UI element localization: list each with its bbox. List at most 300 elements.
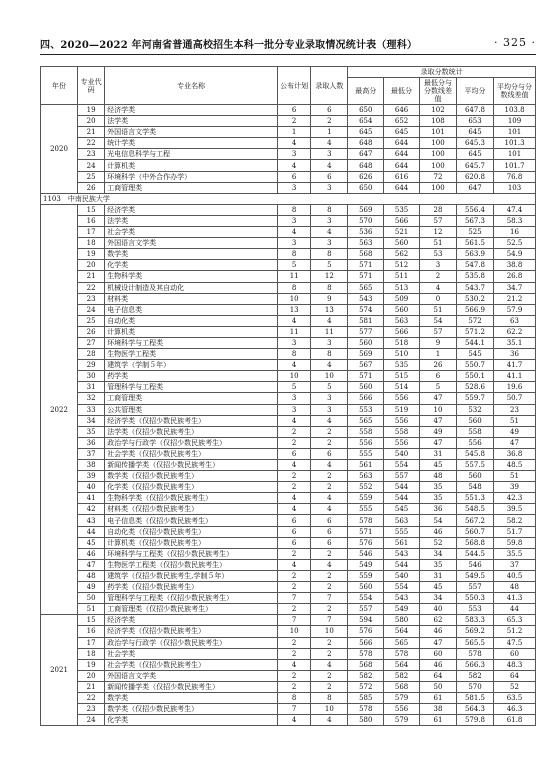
admit-cell: 5	[311, 382, 348, 393]
minline-cell: 2	[419, 271, 456, 282]
minline-cell: 100	[419, 160, 456, 171]
plan-cell: 4	[278, 659, 311, 670]
code-cell: 31	[78, 382, 105, 393]
max-cell: 585	[348, 692, 384, 703]
code-cell: 51	[78, 604, 105, 615]
plan-cell: 4	[278, 360, 311, 371]
minline-cell: 45	[419, 582, 456, 593]
admit-cell: 4	[311, 493, 348, 504]
avg-cell: 578	[456, 648, 493, 659]
avgline-cell: 101.7	[494, 160, 536, 171]
admit-cell: 2	[311, 670, 348, 681]
admit-cell: 2	[311, 681, 348, 692]
plan-cell: 7	[278, 615, 311, 626]
plan-cell: 10	[278, 626, 311, 637]
header-minline: 最低分与分数线差值	[419, 78, 456, 105]
minline-cell: 46	[419, 526, 456, 537]
avgline-cell: 101	[494, 127, 536, 138]
admit-cell: 2	[311, 604, 348, 615]
group-label: 1103 中南民族大学	[41, 193, 536, 204]
name-cell: 外国语言文学类	[105, 670, 278, 681]
min-cell: 535	[384, 204, 420, 215]
avgline-cell: 54.9	[494, 249, 536, 260]
table-row	[41, 404, 536, 415]
table-row	[41, 127, 536, 138]
avg-cell: 567.3	[456, 215, 493, 226]
name-cell: 社会学类（仅招少数民族考生）	[105, 448, 278, 459]
avg-cell: 557.5	[456, 460, 493, 471]
name-cell: 生物科学类	[105, 271, 278, 282]
avg-cell: 571.2	[456, 326, 493, 337]
avgline-cell: 101	[494, 149, 536, 160]
avg-cell: 558	[456, 426, 493, 437]
name-cell: 化学类	[105, 260, 278, 271]
code-cell: 28	[78, 349, 105, 360]
max-cell: 569	[348, 349, 384, 360]
admit-cell: 13	[311, 304, 348, 315]
plan-cell: 2	[278, 548, 311, 559]
avg-cell: 566.9	[456, 304, 493, 315]
avgline-cell: 35.1	[494, 337, 536, 348]
max-cell: 560	[348, 337, 384, 348]
table-row	[41, 704, 536, 715]
plan-cell: 1	[278, 127, 311, 138]
admission-table	[40, 66, 536, 726]
code-cell: 25	[78, 171, 105, 182]
min-cell: 644	[384, 138, 420, 149]
avgline-cell: 26.8	[494, 271, 536, 282]
page-title: 四、2020—2022 年河南省普通高校招生本科一批分专业录取情况统计表（理科）	[40, 40, 418, 51]
min-cell: 564	[384, 626, 420, 637]
name-cell: 经济学类（仅招少数民族考生）	[105, 415, 278, 426]
minline-cell: 31	[419, 570, 456, 581]
avg-cell: 569.2	[456, 626, 493, 637]
plan-cell: 4	[278, 415, 311, 426]
min-cell: 544	[384, 559, 420, 570]
avgline-cell: 36.8	[494, 448, 536, 459]
code-cell: 48	[78, 570, 105, 581]
avgline-cell: 51	[494, 415, 536, 426]
plan-cell: 4	[278, 138, 311, 149]
plan-cell: 7	[278, 593, 311, 604]
plan-cell: 3	[278, 149, 311, 160]
table-row	[41, 526, 536, 537]
avgline-cell: 48.5	[494, 460, 536, 471]
min-cell: 564	[384, 659, 420, 670]
avgline-cell: 63.5	[494, 692, 536, 703]
avg-cell: 549.5	[456, 570, 493, 581]
min-cell: 578	[384, 648, 420, 659]
admit-cell: 4	[311, 160, 348, 171]
avgline-cell: 103	[494, 182, 536, 193]
plan-cell: 2	[278, 471, 311, 482]
plan-cell: 6	[278, 171, 311, 182]
table-row	[41, 426, 536, 437]
max-cell: 650	[348, 105, 384, 116]
max-cell: 568	[348, 249, 384, 260]
name-cell: 经济学类（仅招少数民族考生）	[105, 626, 278, 637]
admit-cell: 3	[311, 182, 348, 193]
admit-cell: 8	[311, 204, 348, 215]
avg-cell: 563.9	[456, 249, 493, 260]
plan-cell: 4	[278, 493, 311, 504]
min-cell: 558	[384, 426, 420, 437]
admit-cell: 3	[311, 404, 348, 415]
code-cell: 22	[78, 282, 105, 293]
min-cell: 561	[384, 537, 420, 548]
code-cell: 42	[78, 504, 105, 515]
name-cell: 药学类	[105, 371, 278, 382]
max-cell: 570	[348, 215, 384, 226]
min-cell: 549	[384, 604, 420, 615]
min-cell: 540	[384, 570, 420, 581]
plan-cell: 3	[278, 238, 311, 249]
table-body	[41, 105, 536, 726]
code-cell: 22	[78, 138, 105, 149]
minline-cell: 35	[419, 482, 456, 493]
header-rule	[40, 54, 536, 55]
avgline-cell: 52	[494, 681, 536, 692]
max-cell: 578	[348, 704, 384, 715]
code-cell: 33	[78, 404, 105, 415]
min-cell: 563	[384, 515, 420, 526]
avgline-cell: 42.3	[494, 493, 536, 504]
admit-cell: 8	[311, 692, 348, 703]
minline-cell: 26	[419, 360, 456, 371]
minline-cell: 102	[419, 105, 456, 116]
max-cell: 578	[348, 648, 384, 659]
max-cell: 574	[348, 304, 384, 315]
table-row	[41, 626, 536, 637]
min-cell: 644	[384, 160, 420, 171]
max-cell: 654	[348, 116, 384, 127]
max-cell: 571	[348, 371, 384, 382]
min-cell: 511	[384, 271, 420, 282]
name-cell: 经济学类	[105, 105, 278, 116]
group-row	[41, 193, 536, 204]
min-cell: 566	[384, 326, 420, 337]
avg-cell: 645.7	[456, 160, 493, 171]
header-avg: 平均分	[456, 78, 493, 105]
table-row	[41, 570, 536, 581]
code-cell: 43	[78, 515, 105, 526]
max-cell: 555	[348, 448, 384, 459]
table-row	[41, 515, 536, 526]
plan-cell: 8	[278, 249, 311, 260]
avg-cell: 556	[456, 437, 493, 448]
min-cell: 513	[384, 282, 420, 293]
avgline-cell: 39.5	[494, 504, 536, 515]
name-cell: 工商管理类	[105, 393, 278, 404]
header-score-group: 录取分数统计	[348, 67, 536, 78]
min-cell: 540	[384, 448, 420, 459]
name-cell: 数学类	[105, 692, 278, 703]
minline-cell: 61	[419, 715, 456, 726]
plan-cell: 2	[278, 648, 311, 659]
avg-cell: 564.3	[456, 704, 493, 715]
code-cell: 24	[78, 160, 105, 171]
minline-cell: 53	[419, 249, 456, 260]
name-cell: 材料类（仅招少数民族考生）	[105, 504, 278, 515]
plan-cell: 2	[278, 437, 311, 448]
table-row	[41, 182, 536, 193]
minline-cell: 51	[419, 304, 456, 315]
name-cell: 外国语言文学类	[105, 127, 278, 138]
table-row	[41, 460, 536, 471]
avg-cell: 559.7	[456, 393, 493, 404]
minline-cell: 100	[419, 182, 456, 193]
plan-cell: 3	[278, 337, 311, 348]
minline-cell: 46	[419, 626, 456, 637]
avg-cell: 560.7	[456, 526, 493, 537]
max-cell: 648	[348, 160, 384, 171]
max-cell: 556	[348, 437, 384, 448]
code-cell: 46	[78, 548, 105, 559]
header-avgline: 平均分与分数线差值	[494, 78, 536, 105]
plan-cell: 6	[278, 537, 311, 548]
min-cell: 544	[384, 493, 420, 504]
name-cell: 数学类（仅招少数民族考生）	[105, 471, 278, 482]
table-row	[41, 360, 536, 371]
avgline-cell: 51.2	[494, 626, 536, 637]
admit-cell: 4	[311, 138, 348, 149]
max-cell: 565	[348, 282, 384, 293]
plan-cell: 8	[278, 282, 311, 293]
table-header-row	[41, 67, 536, 78]
plan-cell: 4	[278, 315, 311, 326]
avg-cell: 583.3	[456, 615, 493, 626]
avgline-cell: 47.4	[494, 204, 536, 215]
min-cell: 556	[384, 437, 420, 448]
minline-cell: 61	[419, 692, 456, 703]
name-cell: 电子信息类	[105, 304, 278, 315]
minline-cell: 108	[419, 116, 456, 127]
avg-cell: 548	[456, 482, 493, 493]
code-cell: 16	[78, 215, 105, 226]
minline-cell: 51	[419, 238, 456, 249]
plan-cell: 13	[278, 304, 311, 315]
table-row	[41, 504, 536, 515]
admit-cell: 2	[311, 437, 348, 448]
avgline-cell: 41.1	[494, 371, 536, 382]
code-cell: 40	[78, 482, 105, 493]
plan-cell: 3	[278, 404, 311, 415]
avgline-cell: 40.5	[494, 570, 536, 581]
plan-cell: 3	[278, 182, 311, 193]
avg-cell: 570	[456, 681, 493, 692]
code-cell: 29	[78, 360, 105, 371]
plan-cell: 2	[278, 681, 311, 692]
plan-cell: 4	[278, 559, 311, 570]
avgline-cell: 48.3	[494, 659, 536, 670]
name-cell: 社会学类	[105, 227, 278, 238]
plan-cell: 2	[278, 482, 311, 493]
admit-cell: 7	[311, 593, 348, 604]
table-row	[41, 293, 536, 304]
name-cell: 建筑学（学制５年）	[105, 360, 278, 371]
code-cell: 19	[78, 249, 105, 260]
min-cell: 543	[384, 593, 420, 604]
table-row	[41, 393, 536, 404]
avgline-cell: 61.8	[494, 715, 536, 726]
plan-cell: 2	[278, 426, 311, 437]
year-cell: 2021	[41, 615, 78, 726]
min-cell: 644	[384, 182, 420, 193]
min-cell: 556	[384, 393, 420, 404]
code-cell: 22	[78, 692, 105, 703]
table-row	[41, 493, 536, 504]
plan-cell: 3	[278, 215, 311, 226]
code-cell: 38	[78, 460, 105, 471]
plan-cell: 6	[278, 105, 311, 116]
table-row	[41, 238, 536, 249]
code-cell: 21	[78, 127, 105, 138]
minline-cell: 101	[419, 127, 456, 138]
table-row	[41, 282, 536, 293]
name-cell: 法学类	[105, 116, 278, 127]
avg-cell: 551.3	[456, 493, 493, 504]
name-cell: 公共管理类	[105, 404, 278, 415]
admit-cell: 2	[311, 116, 348, 127]
max-cell: 648	[348, 138, 384, 149]
code-cell: 47	[78, 559, 105, 570]
code-cell: 25	[78, 315, 105, 326]
admit-cell: 6	[311, 537, 348, 548]
table-row	[41, 349, 536, 360]
plan-cell: 4	[278, 227, 311, 238]
name-cell: 计算机类（仅招少数民族考生）	[105, 537, 278, 548]
max-cell: 561	[348, 460, 384, 471]
plan-cell: 6	[278, 448, 311, 459]
name-cell: 法学类	[105, 215, 278, 226]
avgline-cell: 103.8	[494, 105, 536, 116]
code-cell: 39	[78, 471, 105, 482]
min-cell: 521	[384, 227, 420, 238]
admit-cell: 4	[311, 559, 348, 570]
name-cell: 计算机类	[105, 160, 278, 171]
code-cell: 19	[78, 659, 105, 670]
avg-cell: 579.8	[456, 715, 493, 726]
min-cell: 554	[384, 460, 420, 471]
table-row	[41, 371, 536, 382]
min-cell: 543	[384, 548, 420, 559]
avg-cell: 645.3	[456, 138, 493, 149]
table-row	[41, 582, 536, 593]
minline-cell: 47	[419, 637, 456, 648]
avg-cell: 645	[456, 127, 493, 138]
table-row	[41, 437, 536, 448]
avgline-cell: 37	[494, 559, 536, 570]
admit-cell: 10	[311, 704, 348, 715]
table-row	[41, 271, 536, 282]
table-row	[41, 559, 536, 570]
code-cell: 26	[78, 326, 105, 337]
header-code: 专业代码	[78, 67, 105, 105]
code-cell: 44	[78, 526, 105, 537]
min-cell: 544	[384, 482, 420, 493]
code-cell: 21	[78, 681, 105, 692]
plan-cell: 8	[278, 204, 311, 215]
page-header	[40, 34, 536, 52]
year-cell: 2020	[41, 105, 78, 194]
min-cell: 554	[384, 582, 420, 593]
avgline-cell: 50.7	[494, 393, 536, 404]
minline-cell: 3	[419, 260, 456, 271]
minline-cell: 47	[419, 393, 456, 404]
name-cell: 新闻传播学类（仅招少数民族考生）	[105, 460, 278, 471]
min-cell: 557	[384, 471, 420, 482]
plan-cell: 2	[278, 637, 311, 648]
plan-cell: 5	[278, 382, 311, 393]
max-cell: 571	[348, 526, 384, 537]
code-cell: 16	[78, 626, 105, 637]
avg-cell: 568.8	[456, 537, 493, 548]
page-number: · 325 ·	[494, 36, 536, 49]
code-cell: 15	[78, 204, 105, 215]
max-cell: 571	[348, 271, 384, 282]
avg-cell: 530.2	[456, 293, 493, 304]
name-cell: 化学类	[105, 715, 278, 726]
name-cell: 工商管理类	[105, 182, 278, 193]
minline-cell: 45	[419, 460, 456, 471]
max-cell: 576	[348, 537, 384, 548]
avg-cell: 620.8	[456, 171, 493, 182]
minline-cell: 36	[419, 504, 456, 515]
table-row	[41, 171, 536, 182]
minline-cell: 52	[419, 537, 456, 548]
avgline-cell: 60	[494, 648, 536, 659]
admit-cell: 8	[311, 349, 348, 360]
minline-cell: 50	[419, 681, 456, 692]
max-cell: 543	[348, 293, 384, 304]
max-cell: 594	[348, 615, 384, 626]
name-cell: 数学类（仅招少数民族考生）	[105, 704, 278, 715]
avg-cell: 532	[456, 404, 493, 415]
min-cell: 509	[384, 293, 420, 304]
plan-cell: 11	[278, 271, 311, 282]
minline-cell: 38	[419, 704, 456, 715]
avg-cell: 553	[456, 604, 493, 615]
table-row	[41, 604, 536, 615]
plan-cell: 4	[278, 160, 311, 171]
max-cell: 557	[348, 604, 384, 615]
minline-cell: 54	[419, 515, 456, 526]
avgline-cell: 48	[494, 582, 536, 593]
admit-cell: 4	[311, 227, 348, 238]
minline-cell: 0	[419, 293, 456, 304]
avgline-cell: 21.2	[494, 293, 536, 304]
code-cell: 20	[78, 260, 105, 271]
min-cell: 560	[384, 304, 420, 315]
admit-cell: 6	[311, 448, 348, 459]
minline-cell: 12	[419, 227, 456, 238]
avgline-cell: 109	[494, 116, 536, 127]
admit-cell: 2	[311, 471, 348, 482]
minline-cell: 57	[419, 215, 456, 226]
admit-cell: 10	[311, 626, 348, 637]
plan-cell: 6	[278, 526, 311, 537]
admit-cell: 6	[311, 526, 348, 537]
header-max: 最高分	[348, 78, 384, 105]
avg-cell: 556.4	[456, 204, 493, 215]
code-cell: 41	[78, 493, 105, 504]
minline-cell: 47	[419, 437, 456, 448]
minline-cell: 4	[419, 282, 456, 293]
minline-cell: 31	[419, 448, 456, 459]
header-name: 专业名称	[105, 67, 278, 105]
minline-cell: 62	[419, 615, 456, 626]
code-cell: 18	[78, 238, 105, 249]
